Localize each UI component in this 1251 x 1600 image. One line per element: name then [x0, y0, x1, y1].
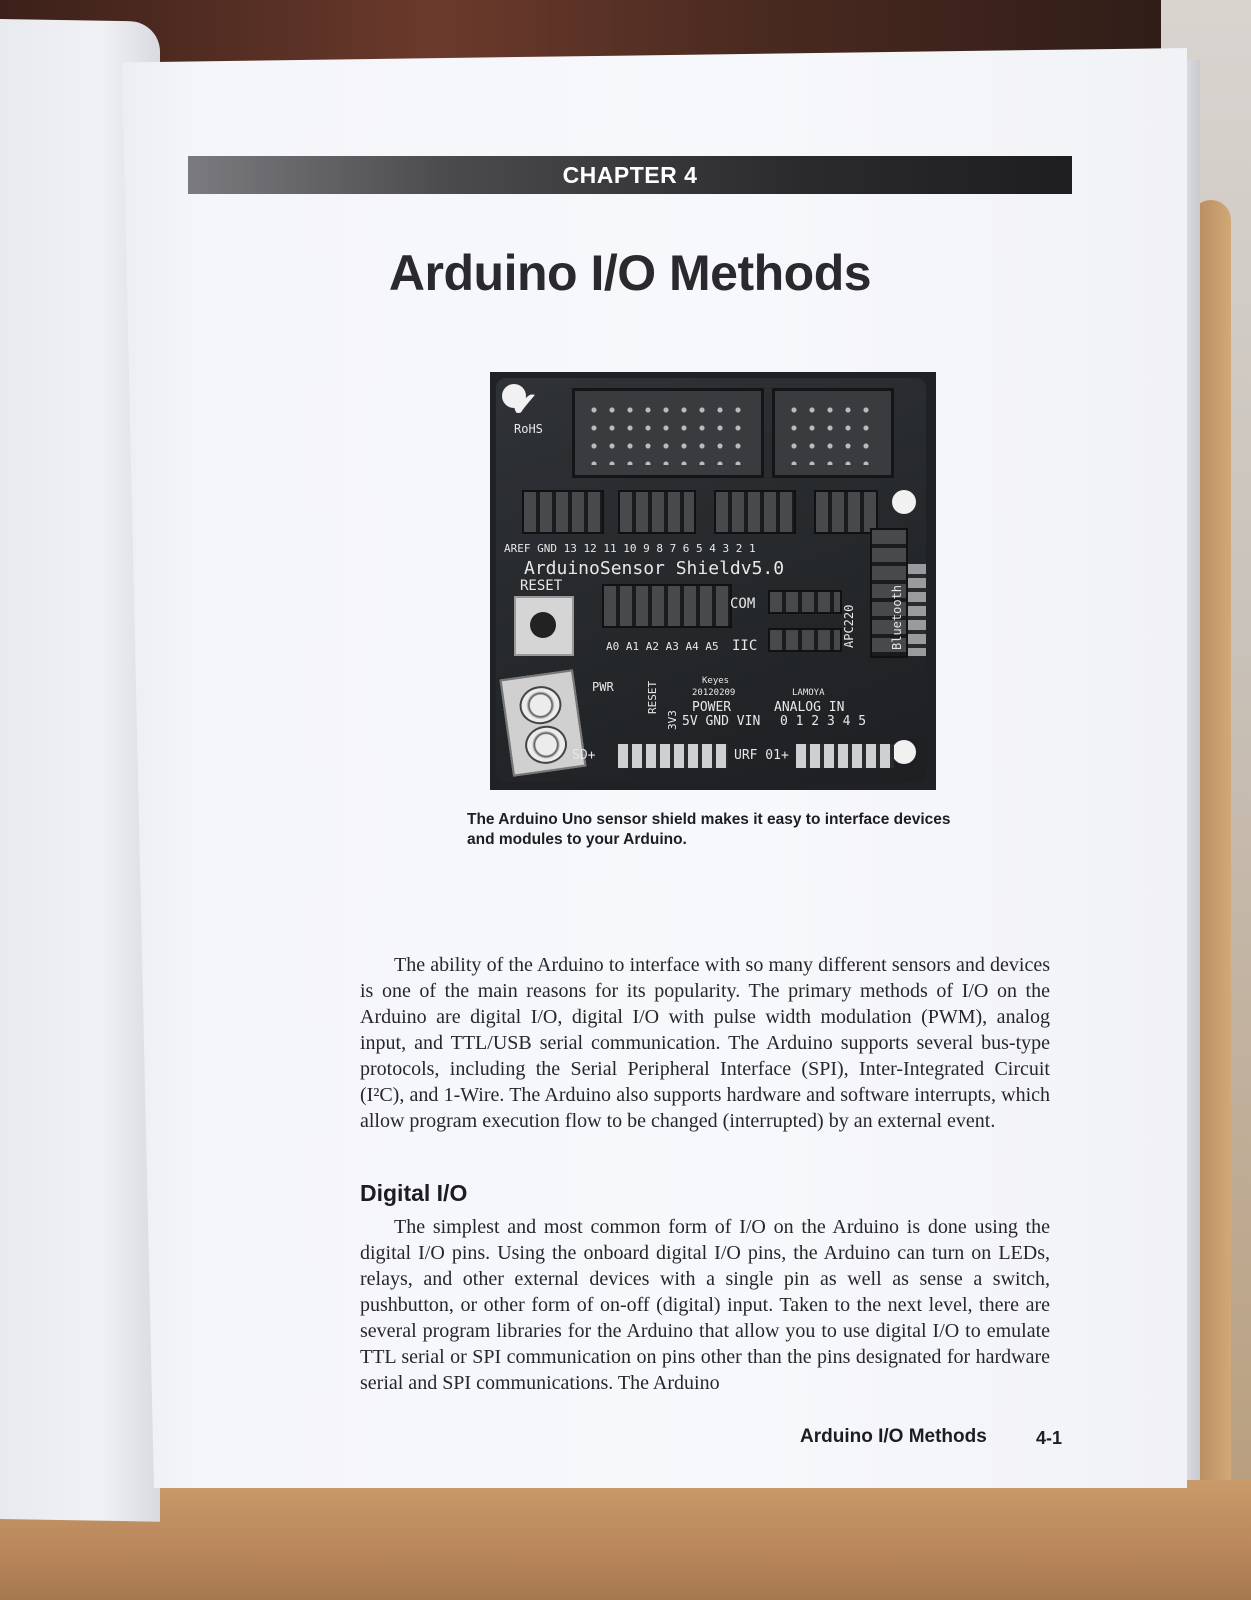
section-heading-digital-io: Digital I/O	[360, 1180, 468, 1206]
pin-header	[714, 490, 796, 534]
analog-pin-labels: A0 A1 A2 A3 A4 A5	[606, 640, 719, 653]
idc-connector	[572, 388, 764, 478]
pin-header	[522, 490, 604, 534]
pwr-label: PWR	[592, 680, 614, 694]
iic-label: IIC	[732, 638, 758, 654]
analog-pin-header	[602, 584, 732, 628]
running-footer-title: Arduino I/O Methods	[800, 1426, 987, 1447]
3v3-label: 3V3	[666, 710, 679, 730]
idc-connector	[772, 388, 894, 478]
chapter-label: CHAPTER 4	[562, 162, 698, 188]
rohs-label: RoHS	[514, 422, 543, 436]
page-number: 4-1	[1036, 1428, 1063, 1448]
lamoya-label: LAMOYA	[792, 688, 825, 698]
digital-pin-labels: AREF GND 13 12 11 10 9 8 7 6 5 4 3 2 1	[504, 542, 756, 555]
urf-label: URF 01+	[734, 748, 789, 763]
com-label: COM	[730, 596, 756, 612]
analog-in-numbers: 0 1 2 3 4 5	[780, 714, 867, 729]
rohs-check-icon: ✔	[510, 385, 539, 425]
analog-in-label: ANALOG IN	[774, 700, 845, 715]
pin-header	[618, 490, 696, 534]
desk-surface	[0, 1480, 1251, 1600]
bluetooth-label: Bluetooth	[890, 584, 904, 650]
reset-side-label: RESET	[646, 680, 659, 714]
bluetooth-header	[908, 564, 926, 656]
intro-paragraph: The ability of the Arduino to interface with so many different sensors and devices is one of the main reasons for its popularity. The primary methods of I/O on the Arduino are digital I/O, digital I/O with pulse width modulation (PWM), analog input, and TTL/USB serial communication. The Arduino supports several bus-type protocols, including the Serial Peripheral Interface (SPI), Inter-Integrated Circuit (I²C), and 1-Wire. The Arduino also supports hardware and software interrupts, which allow program execution flow to be changed (interrupted) by an external event.	[360, 954, 1050, 1132]
apc220-label: APC220	[842, 604, 856, 648]
iic-header	[768, 628, 842, 652]
com-header	[768, 590, 842, 614]
power-pin-labels: 5V GND VIN	[682, 714, 761, 729]
digital-io-paragraph: The simplest and most common form of I/O on the Arduino is done using the digital I/O pins. Using the onboard digital I/O pins, the Arduino can turn on LEDs, relays, and other external devices with a single pin as well as sense a switch, pushbutton, or other form of on-off (digital) input. Taken to the next level, there are several program libraries for the Arduino that allow you to use digital I/O to emulate TTL serial or SPI communication on pins other than the pins designated for hardware serial and SPI communications. The Arduino	[360, 1216, 1050, 1394]
sd-label: SD+	[572, 748, 596, 763]
screw	[523, 723, 570, 766]
circuit-board	[496, 378, 926, 782]
sensor-shield-photo	[490, 372, 936, 790]
power-header	[618, 744, 728, 768]
reset-label: RESET	[520, 578, 563, 594]
page-title: Arduino I/O Methods	[388, 245, 872, 301]
date-label: 20120209	[692, 688, 736, 698]
figure-caption: The Arduino Uno sensor shield makes it easy to interface devices and modules to your Arduino.	[467, 811, 951, 848]
pin-header	[814, 490, 878, 534]
chapter-bar	[188, 156, 1072, 194]
board-name: ArduinoSensor Shieldv5.0	[524, 558, 785, 579]
power-label: POWER	[692, 700, 732, 715]
analog-header	[796, 744, 894, 768]
mounting-hole	[892, 490, 916, 514]
mounting-hole	[892, 740, 916, 764]
reset-button	[514, 596, 574, 656]
screw	[517, 683, 564, 726]
keyes-label: Keyes	[702, 676, 730, 686]
